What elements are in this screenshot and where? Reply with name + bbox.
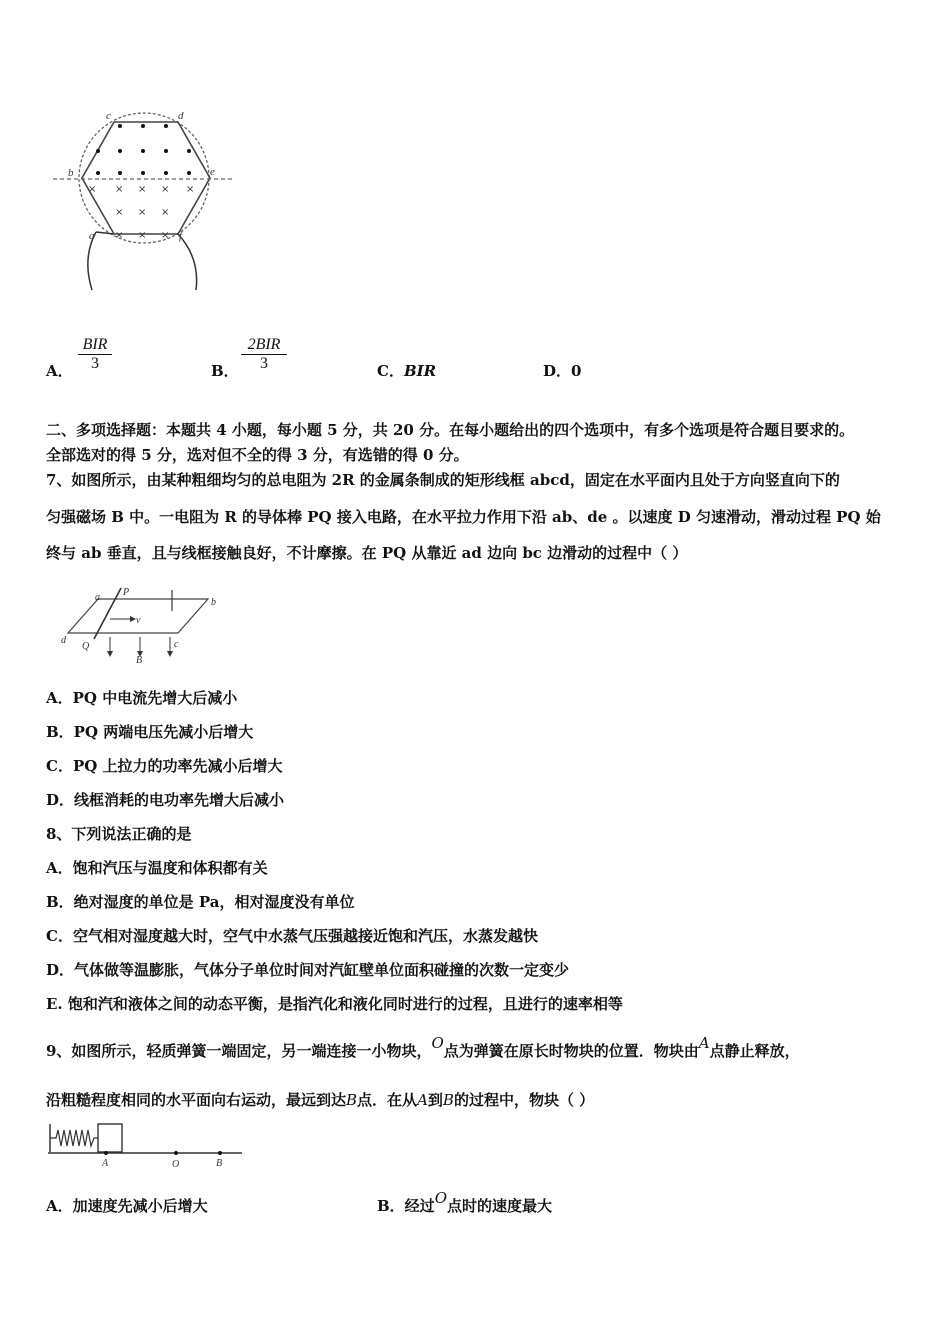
svg-text:×: × (88, 184, 97, 195)
q7-label-p: P (123, 587, 130, 598)
q9-fig-label-o: O (172, 1159, 180, 1170)
q8-option-a: A．饱和汽压与温度和体积都有关 (46, 859, 268, 877)
q7-label-q: Q (82, 641, 90, 652)
dots-field (96, 124, 191, 175)
q9-option-b: B．经过O点时的速度最大 (377, 1189, 553, 1215)
q9-fig-label-a: A (102, 1158, 109, 1169)
q6-option-d: D．0 (543, 362, 582, 380)
svg-text:×: × (138, 184, 147, 195)
q8-option-c: C．空气相对湿度越大时，空气中水蒸气压强越接近饱和汽压，水蒸发越快 (46, 927, 538, 945)
q7-line3: 终与 ab 垂直，且与线框接触良好，不计摩擦。在 PQ 从靠近 ad 边向 bc 边滑动的过程中（ ） (46, 544, 688, 562)
svg-text:×: × (138, 230, 147, 241)
section2-line2: 全部选对的得 5 分，选对但不全的得 3 分，有选错的得 0 分。 (46, 446, 469, 464)
label-d: d (178, 110, 184, 122)
q9-fig-label-b: B (216, 1158, 223, 1169)
label-c: c (106, 110, 111, 122)
section2-line1: 二、多项选择题：本题共 4 小题，每小题 5 分，共 20 分。在每小题给出的四个选项中，有多个选项是符合题目要求的。 (46, 421, 855, 439)
svg-text:×: × (138, 207, 147, 218)
q6-option-a-letter: A． (46, 362, 73, 380)
q7-option-c: C．PQ 上拉力的功率先减小后增大 (46, 757, 283, 775)
q7-label-a: a (95, 592, 100, 603)
q7-option-d: D．线框消耗的电功率先增大后减小 (46, 791, 285, 809)
q7-label-b-field: B (136, 655, 143, 666)
q8-option-d: D．气体做等温膨胀，气体分子单位时间对汽缸壁单位面积碰撞的次数一定变少 (46, 961, 570, 979)
q9-line1: 9、如图所示，轻质弹簧一端固定，另一端连接一小物块，O点为弹簧在原长时物块的位置．物块由A点静止释放， (46, 1034, 800, 1060)
label-b: b (68, 167, 74, 179)
svg-text:×: × (115, 207, 124, 218)
svg-text:×: × (161, 184, 170, 195)
q7-label-c: c (174, 639, 179, 650)
svg-text:×: × (115, 230, 124, 241)
q7-line1: 7、如图所示，由某种粗细均匀的总电阻为 2R 的金属条制成的矩形线框 abcd，固定在水平面内且处于方向竖直向下的 (46, 471, 840, 489)
q8-stem: 8、下列说法正确的是 (46, 825, 192, 843)
q8-option-e: E. 饱和汽和液体之间的动态平衡，是指汽化和液化同时进行的过程，且进行的速率相等 (46, 995, 623, 1013)
q7-label-b: b (211, 597, 216, 608)
q8-option-b: B．绝对湿度的单位是 Pa，相对湿度没有单位 (46, 893, 355, 911)
q6-option-b-letter: B． (211, 362, 239, 380)
q7-option-b: B．PQ 两端电压先减小后增大 (46, 723, 254, 741)
q7-label-v: v (136, 615, 141, 626)
q7-label-d: d (61, 635, 66, 646)
q9-spring-figure (46, 1120, 246, 1172)
label-e: e (210, 166, 215, 178)
q9-line2: 沿粗糙程度相同的水平面向右运动，最远到达B点．在从A到B的过程中，物块（ ） (46, 1091, 595, 1109)
svg-text:×: × (161, 230, 170, 241)
q6-option-c: C．BIR (377, 362, 437, 380)
q7-circuit-figure (58, 585, 228, 667)
hexagon-field-figure (48, 108, 238, 293)
q9-option-a: A．加速度先减小后增大 (46, 1197, 208, 1215)
q7-line2: 匀强磁场 B 中。一电阻为 R 的导体棒 PQ 接入电路，在水平拉力作用下沿 ab、de 。以速度 D 匀速滑动，滑动过程 PQ 始 (46, 508, 881, 526)
q7-option-a: A．PQ 中电流先增大后减小 (46, 689, 238, 707)
svg-text:×: × (186, 184, 195, 195)
q6-option-a-fraction: BIR 3 (78, 336, 112, 373)
label-a: a (89, 230, 95, 242)
svg-text:×: × (115, 184, 124, 195)
q6-option-b-fraction: 2BIR 3 (241, 336, 287, 373)
label-f: f (179, 230, 183, 242)
svg-text:×: × (161, 207, 170, 218)
